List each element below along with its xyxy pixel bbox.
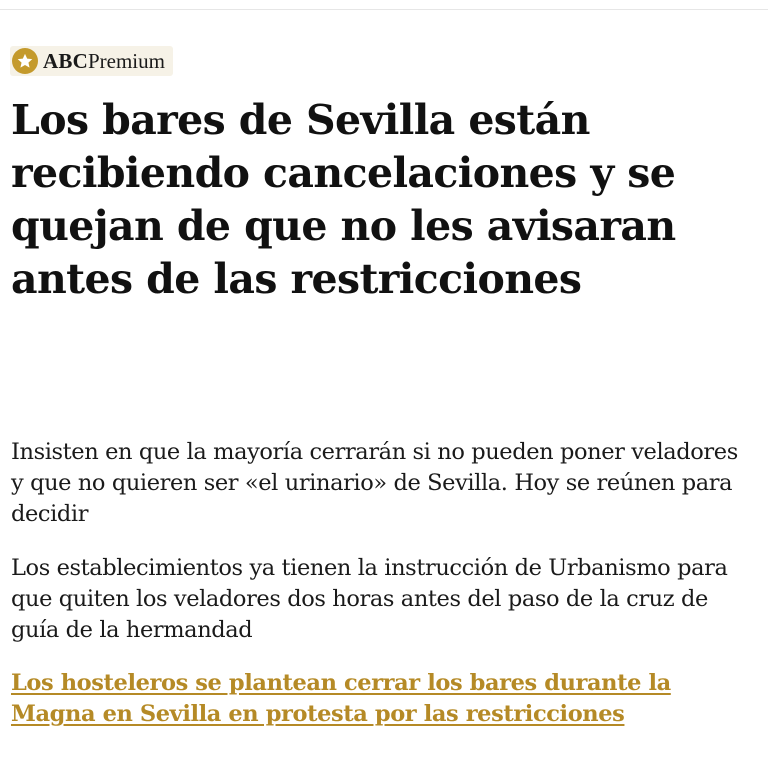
- star-icon: [12, 48, 38, 74]
- related-article-link[interactable]: Los hosteleros se plantean cerrar los bares durante la Magna en Sevilla en protesta por las restricciones: [11, 670, 671, 727]
- article-lead-paragraph: Los establecimientos ya tienen la instrucción de Urbanismo para que quiten los veladores dos horas antes del paso de la cruz de guía de la hermandad: [11, 555, 728, 643]
- abc-premium-badge[interactable]: [10, 46, 173, 76]
- badge-brand: ABC: [43, 48, 88, 73]
- top-divider: [0, 9, 768, 10]
- article-headline: Los bares de Sevilla están recibiendo cancelaciones y se quejan de que no les avisaran antes de las restricciones: [11, 96, 676, 303]
- badge-label: Premium: [87, 48, 165, 73]
- article-subtitle: Insisten en que la mayoría cerrarán si no pueden poner veladores y que no quieren ser «el urinario» de Sevilla. Hoy se reúnen para decidir: [11, 439, 738, 527]
